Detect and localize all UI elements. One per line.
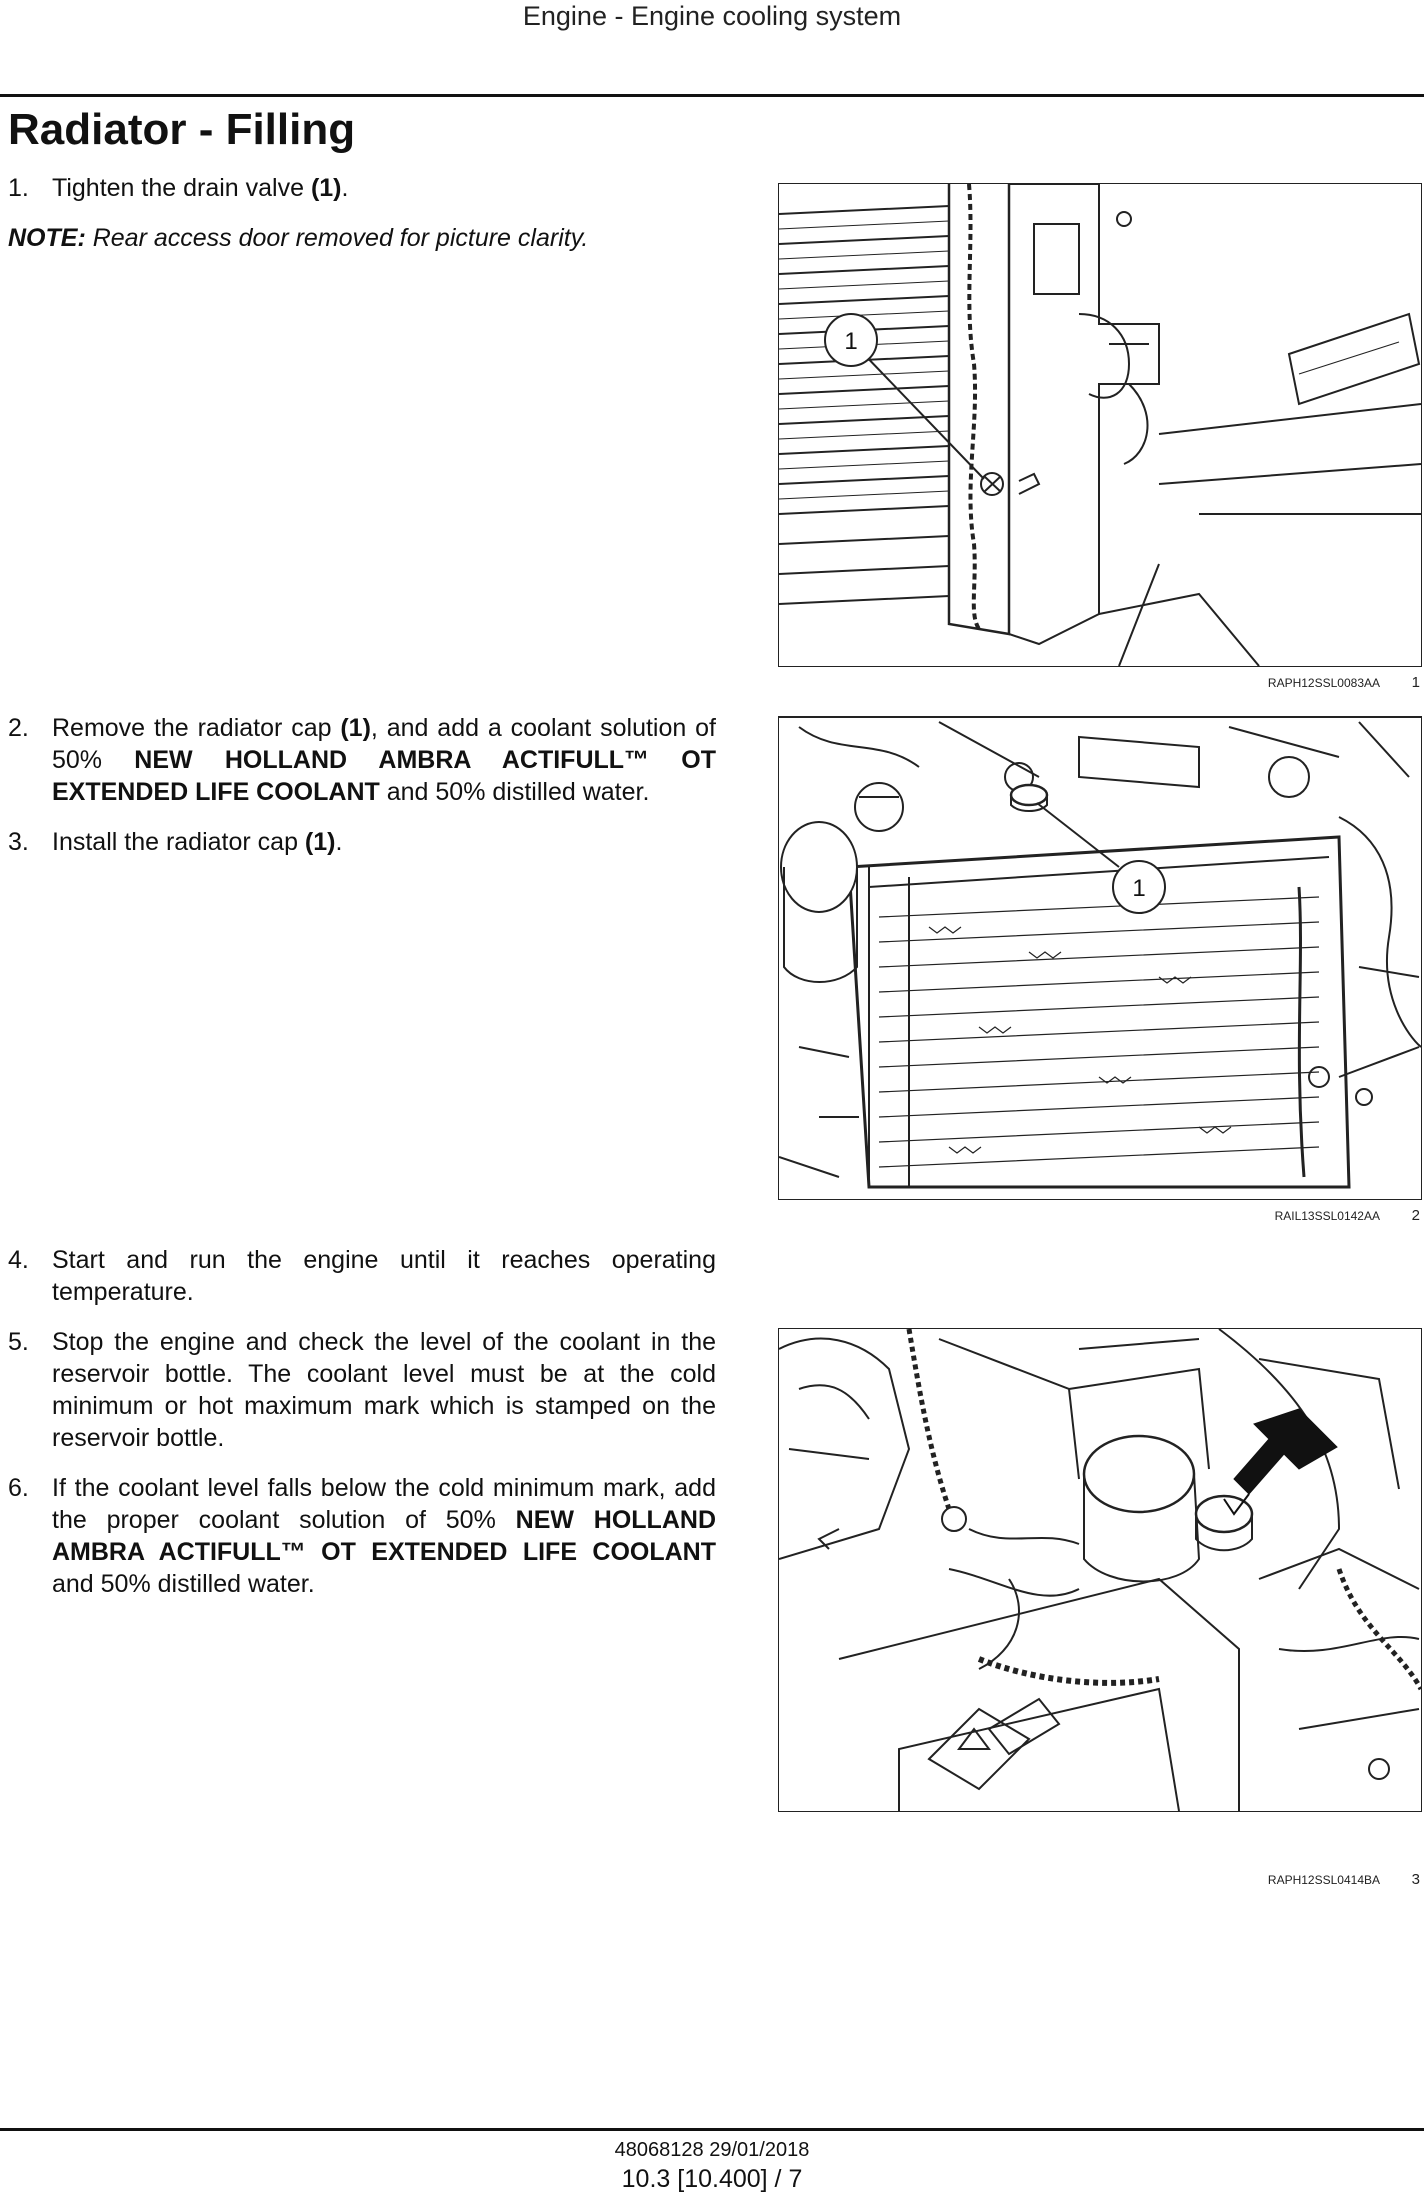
figure-1-drain-valve (778, 183, 1422, 667)
step-number: 3. (8, 828, 29, 856)
step-5 (8, 1326, 716, 1454)
step-3 (8, 826, 716, 858)
footer-rule (0, 2128, 1424, 2131)
figure-1-illustration (779, 184, 1421, 666)
figure-number: 3 (1411, 1871, 1420, 1888)
radiator-cap (1011, 785, 1047, 805)
step-text: Stop the engine and check the level of the coolant in the reservoir bottle. The coolant level must be at the cold minimum or hot maximum mark which is stamped on the reservoir bottle. (52, 1328, 716, 1452)
step-number: 5. (8, 1328, 29, 1356)
step-text: and 50% distilled water. (379, 778, 650, 806)
callout-number: 1 (1132, 875, 1146, 902)
figure-number: 1 (1411, 674, 1420, 691)
coolant-name: NEW HOLLAND AMBRA ACTIFULL™ OT EXTENDED LIFE COOLANT (52, 1506, 716, 1566)
figure-code: RAIL13SSL0142AA (1274, 1209, 1380, 1223)
callout-number: 1 (844, 328, 858, 355)
footer-document-reference: 48068128 29/01/2018 (614, 2139, 810, 2161)
step-number: 4. (8, 1246, 29, 1274)
coolant-name: NEW HOLLAND AMBRA ACTIFULL™ OT EXTENDED LIFE COOLANT (52, 746, 717, 806)
running-header: Engine - Engine cooling system (522, 1, 902, 31)
reservoir-bottle (1084, 1436, 1194, 1512)
callout-ref: (1) (310, 174, 342, 202)
note-label: NOTE: (8, 224, 86, 252)
figure-code: RAPH12SSL0083AA (1267, 676, 1380, 690)
figure-3-illustration (779, 1329, 1421, 1811)
step-number: 2. (8, 714, 29, 742)
step-6 (8, 1472, 716, 1600)
radiator-core-lines (779, 206, 949, 604)
instruction-block-3 (8, 1244, 716, 1618)
footer-page-reference: 10.3 [10.400] / 7 (621, 2165, 803, 2193)
step-text: Install the radiator cap (52, 828, 305, 856)
step-4 (8, 1244, 716, 1308)
step-text: and 50% distilled water. (52, 1570, 315, 1598)
step-text: Remove the radiator cap (52, 714, 341, 742)
step-text-end: . (335, 828, 343, 856)
step-text: , and add a coolant solution of 50% (52, 714, 716, 774)
instruction-block-1 (8, 172, 716, 254)
instruction-block-2 (8, 712, 716, 876)
callout-ref: (1) (340, 714, 371, 742)
step-text: Start and run the engine until it reaches operating temperature. (52, 1246, 716, 1306)
note (8, 222, 716, 254)
step-1 (8, 172, 716, 204)
indicator-arrow (1224, 1409, 1337, 1514)
figure-3-reservoir-bottle (778, 1328, 1422, 1812)
figure-2-radiator-cap (778, 716, 1422, 1200)
step-text: If the coolant level falls below the cold minimum mark, add the proper coolant solution of 50% (52, 1474, 716, 1534)
step-number: 6. (8, 1474, 29, 1502)
callout-ref: (1) (304, 828, 336, 856)
figure-code: RAPH12SSL0414BA (1267, 1873, 1380, 1887)
figure-number: 2 (1411, 1207, 1420, 1224)
note-text: Rear access door removed for picture clarity. (85, 224, 589, 252)
radiator-fins (879, 897, 1319, 1167)
step-text-end: . (341, 174, 349, 202)
step-number: 1. (8, 174, 29, 202)
header-rule (0, 94, 1424, 97)
section-title: Radiator - Filling (8, 105, 356, 154)
step-2 (8, 712, 716, 808)
step-text: Tighten the drain valve (52, 174, 311, 202)
figure-2-illustration (779, 717, 1421, 1199)
